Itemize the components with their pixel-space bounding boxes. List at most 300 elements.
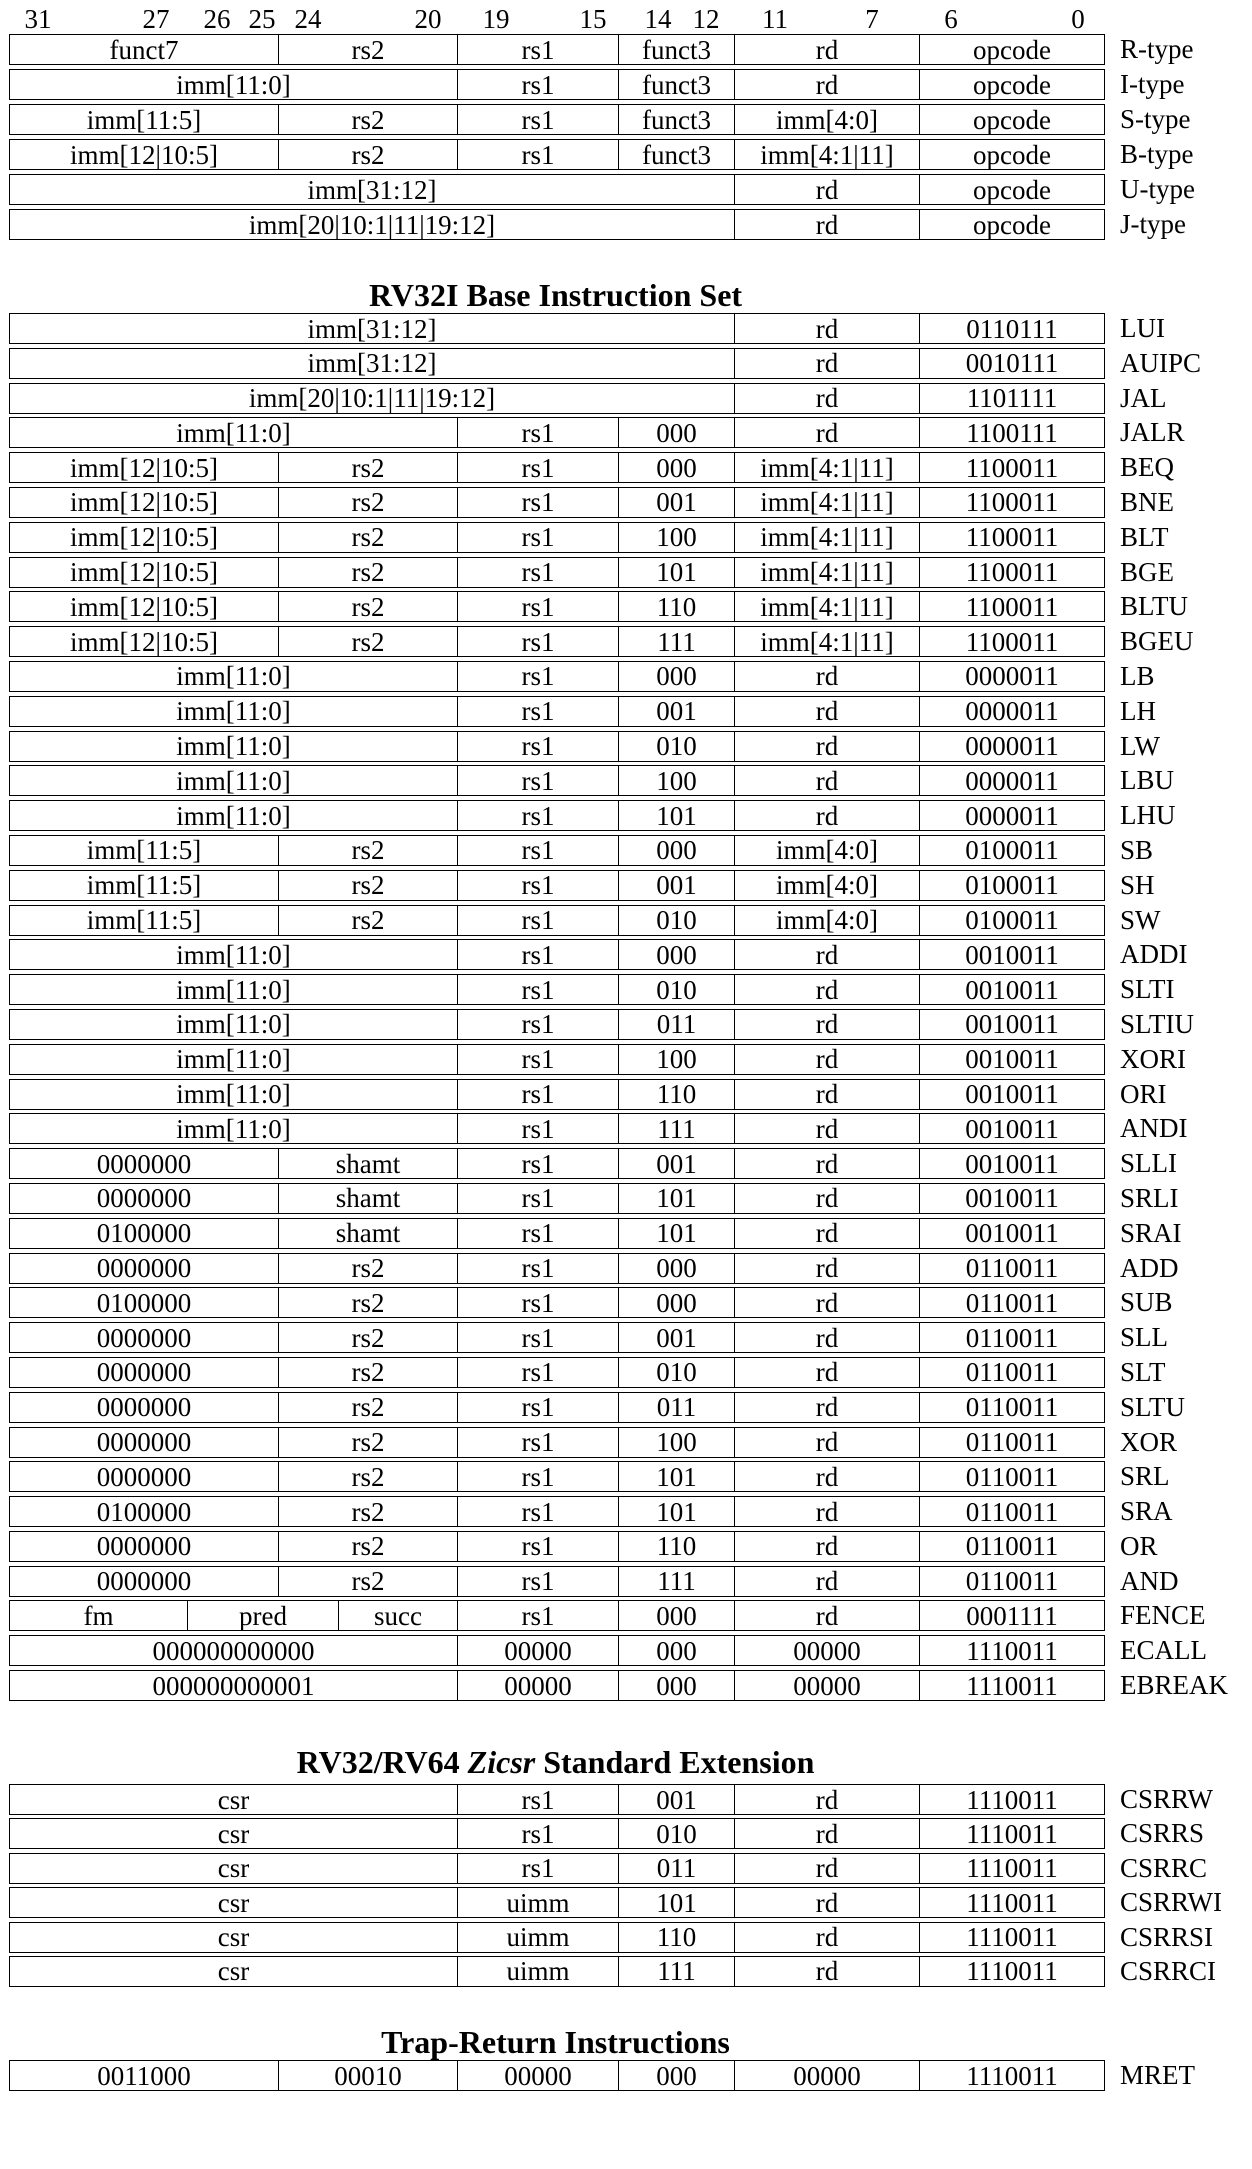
- field-cell: 0010011: [965, 939, 1059, 970]
- field-cell: 101: [619, 1497, 735, 1526]
- field-cell: 000000000001: [10, 1671, 458, 1700]
- field-cell: 00000: [458, 1636, 619, 1665]
- instruction-row: [9, 1956, 1252, 1987]
- field-cell: 101: [619, 558, 735, 587]
- field-cell: 1100011: [965, 487, 1059, 518]
- encoding-box: [9, 1044, 1105, 1075]
- instruction-label: SRL: [1120, 1461, 1170, 1492]
- field-cell: 110: [619, 1532, 735, 1561]
- instruction-label: SRA: [1120, 1496, 1173, 1527]
- field-cell: rs2: [279, 836, 458, 865]
- field-cell: 0000000: [10, 1358, 279, 1387]
- encoding-box: [9, 1853, 1105, 1884]
- field-cell: rd: [735, 1254, 920, 1283]
- instruction-row: [9, 1853, 1252, 1884]
- field-cell: rd: [735, 1428, 920, 1457]
- field-cell: 0110011: [965, 1392, 1059, 1423]
- instruction-row: [9, 1670, 1252, 1701]
- instruction-label: XORI: [1120, 1043, 1186, 1074]
- instruction-row: [9, 1784, 1252, 1815]
- field-cell: imm[31:12]: [10, 349, 735, 378]
- instruction-label: LH: [1120, 695, 1156, 726]
- field-cell: rs2: [279, 906, 458, 935]
- field-cell: rs2: [279, 1428, 458, 1457]
- field-cell: opcode: [973, 174, 1051, 205]
- encoding-box: [9, 765, 1105, 796]
- field-cell: imm[12|10:5]: [10, 488, 279, 517]
- field-cell: 00000: [735, 1671, 920, 1700]
- field-cell: rs1: [458, 1323, 619, 1352]
- rv32i-section-title: RV32I Base Instruction Set: [368, 277, 743, 313]
- field-cell: 0000000: [10, 1149, 279, 1178]
- field-cell: 1110011: [966, 1635, 1058, 1666]
- encoding-box: [9, 348, 1105, 379]
- instruction-row: [9, 1183, 1252, 1214]
- instruction-label: LBU: [1120, 765, 1174, 796]
- field-cell: imm[4:1|11]: [735, 523, 920, 552]
- field-cell: 0000000: [10, 1393, 279, 1422]
- field-cell: rs1: [458, 1462, 619, 1491]
- field-cell: 001: [619, 697, 735, 726]
- field-cell: rd: [735, 1854, 920, 1883]
- field-cell: rd: [735, 314, 920, 343]
- field-cell: csr: [10, 1819, 458, 1848]
- field-cell: rd: [735, 1497, 920, 1526]
- field-cell: 0010011: [965, 1113, 1059, 1144]
- field-cell: 00000: [458, 2061, 619, 2090]
- field-cell: 010: [619, 906, 735, 935]
- field-cell: 0110011: [965, 1496, 1059, 1527]
- field-cell: 101: [619, 1462, 735, 1491]
- field-cell: csr: [10, 1923, 458, 1952]
- instruction-label: SB: [1120, 834, 1154, 865]
- field-cell: rs1: [458, 1219, 619, 1248]
- field-cell: rs1: [458, 1080, 619, 1109]
- field-cell: 110: [619, 1080, 735, 1109]
- zicsr-section-title: [9, 1744, 1102, 1780]
- instruction-label: BLT: [1120, 521, 1169, 552]
- encoding-box: [9, 661, 1105, 692]
- field-cell: rs1: [458, 140, 619, 169]
- encoding-box: [9, 870, 1105, 901]
- encoding-box: [9, 1887, 1105, 1918]
- field-cell: 100: [619, 1428, 735, 1457]
- field-cell: 001: [619, 488, 735, 517]
- field-cell: 010: [619, 1819, 735, 1848]
- field-cell: 0000000: [10, 1428, 279, 1457]
- encoding-box: [9, 1357, 1105, 1388]
- encoding-box: [9, 626, 1105, 657]
- instruction-label: CSRRW: [1120, 1784, 1214, 1814]
- instruction-label: U-type: [1120, 174, 1195, 204]
- instruction-row: [9, 870, 1252, 901]
- field-cell: 100: [619, 523, 735, 552]
- field-cell: 1110011: [966, 1784, 1058, 1815]
- field-cell: imm[4:0]: [735, 906, 920, 935]
- field-cell: imm[12|10:5]: [10, 627, 279, 656]
- field-cell: 0000000: [10, 1462, 279, 1491]
- field-cell: 1100011: [965, 522, 1059, 553]
- encoding-box: [9, 1113, 1105, 1144]
- field-cell: imm[11:0]: [10, 70, 458, 99]
- field-cell: rs2: [279, 140, 458, 169]
- field-cell: 010: [619, 732, 735, 761]
- field-cell: rs2: [279, 1358, 458, 1387]
- field-cell: imm[4:1|11]: [735, 627, 920, 656]
- field-cell: rs1: [458, 523, 619, 552]
- field-cell: imm[12|10:5]: [10, 140, 279, 169]
- bit-index: 6: [944, 4, 958, 34]
- encoding-box: [9, 800, 1105, 831]
- instruction-label: BGE: [1120, 556, 1174, 587]
- trap-return-section-title: Trap-Return Instructions: [381, 2024, 730, 2060]
- field-cell: rd: [735, 1819, 920, 1848]
- instruction-row: [9, 1148, 1252, 1179]
- field-cell: 0110011: [965, 1322, 1059, 1353]
- field-cell: imm[4:0]: [735, 871, 920, 900]
- field-cell: rs1: [458, 627, 619, 656]
- field-cell: rs1: [458, 1393, 619, 1422]
- field-cell: 0011000: [10, 2061, 279, 2090]
- instruction-row: [9, 1566, 1252, 1597]
- field-cell: funct3: [619, 35, 735, 64]
- field-cell: rd: [735, 1323, 920, 1352]
- field-cell: imm[11:0]: [10, 1080, 458, 1109]
- field-cell: 1100011: [965, 452, 1059, 483]
- field-cell: funct7: [10, 35, 279, 64]
- encoding-box: [9, 1600, 1105, 1631]
- instruction-label: AUIPC: [1120, 347, 1202, 378]
- instruction-label: ADD: [1120, 1252, 1179, 1283]
- field-cell: 1100011: [965, 557, 1059, 588]
- instruction-row: [9, 905, 1252, 936]
- field-cell: 100: [619, 1045, 735, 1074]
- instruction-label: SLL: [1120, 1322, 1169, 1353]
- encoding-box: [9, 1287, 1105, 1318]
- instruction-label: SUB: [1120, 1287, 1173, 1318]
- instruction-row: [9, 557, 1252, 588]
- field-cell: imm[12|10:5]: [10, 558, 279, 587]
- field-cell: rd: [735, 175, 920, 204]
- instruction-row: [9, 1887, 1252, 1918]
- instruction-label: CSRRWI: [1120, 1887, 1223, 1918]
- encoding-box: [9, 1461, 1105, 1492]
- field-cell: csr: [10, 1957, 458, 1986]
- instruction-label: CSRRC: [1120, 1852, 1208, 1883]
- encoding-box: [9, 591, 1105, 622]
- field-cell: rs1: [458, 1497, 619, 1526]
- zicsr-instruction-table: [9, 1784, 1252, 1990]
- field-cell: rs1: [458, 592, 619, 621]
- field-cell: rd: [735, 70, 920, 99]
- field-cell: rs1: [458, 35, 619, 64]
- encoding-box: [9, 1218, 1105, 1249]
- instruction-label: SLTI: [1120, 974, 1175, 1005]
- field-cell: rd: [735, 1219, 920, 1248]
- field-cell: 000: [619, 1636, 735, 1665]
- instruction-label: AND: [1120, 1565, 1179, 1596]
- encoding-box: [9, 1148, 1105, 1179]
- field-cell: uimm: [458, 1957, 619, 1986]
- instruction-label: LB: [1120, 660, 1155, 691]
- field-cell: rs1: [458, 558, 619, 587]
- instruction-label: CSRRS: [1120, 1818, 1205, 1849]
- instruction-label: SLTU: [1120, 1391, 1186, 1422]
- field-cell: 1110011: [966, 1818, 1058, 1849]
- instruction-row: [9, 1113, 1252, 1144]
- field-cell: rs1: [458, 1045, 619, 1074]
- field-cell: 00000: [735, 2061, 920, 2090]
- field-cell: imm[11:5]: [10, 105, 279, 134]
- encoding-box: [9, 974, 1105, 1005]
- field-cell: 0010111: [965, 348, 1059, 379]
- field-cell: 1100111: [966, 417, 1058, 448]
- instruction-row: [9, 835, 1252, 866]
- trap-return-instruction-table: [9, 2060, 1252, 2091]
- field-cell: rs1: [458, 453, 619, 482]
- instruction-row: [9, 1392, 1252, 1423]
- field-cell: 010: [619, 975, 735, 1004]
- instruction-label: ECALL: [1120, 1635, 1207, 1666]
- encoding-box: [9, 1922, 1105, 1953]
- bit-index: 27: [142, 4, 170, 34]
- encoding-box: [9, 139, 1105, 170]
- field-cell: 0110011: [965, 1253, 1059, 1284]
- field-cell: rs2: [279, 627, 458, 656]
- field-cell: imm[11:5]: [10, 836, 279, 865]
- field-cell: 0100011: [965, 870, 1059, 901]
- field-cell: rd: [735, 1010, 920, 1039]
- field-cell: imm[11:5]: [10, 871, 279, 900]
- field-cell: imm[12|10:5]: [10, 592, 279, 621]
- instruction-label: SRAI: [1120, 1217, 1182, 1248]
- field-cell: 111: [619, 1114, 735, 1143]
- field-cell: 001: [619, 1149, 735, 1178]
- field-cell: 1110011: [966, 1956, 1058, 1987]
- field-cell: rs2: [279, 1288, 458, 1317]
- field-cell: 100: [619, 766, 735, 795]
- instruction-label: JAL: [1120, 382, 1167, 413]
- field-cell: rs1: [458, 1114, 619, 1143]
- bit-index: 20: [414, 4, 442, 34]
- field-cell: rs1: [458, 1288, 619, 1317]
- instruction-label: OR: [1120, 1530, 1158, 1561]
- field-cell: 0000000: [10, 1567, 279, 1596]
- field-cell: rs1: [458, 975, 619, 1004]
- field-cell: 0001111: [966, 1600, 1058, 1631]
- field-cell: rs1: [458, 801, 619, 830]
- field-cell: rs1: [458, 766, 619, 795]
- bit-index: 19: [482, 4, 510, 34]
- instruction-label: ORI: [1120, 1078, 1167, 1109]
- field-cell: fm: [10, 1601, 188, 1630]
- instruction-label: LUI: [1120, 313, 1165, 343]
- instruction-row: [9, 800, 1252, 831]
- field-cell: 0000000: [10, 1184, 279, 1213]
- field-cell: pred: [188, 1601, 339, 1630]
- field-cell: imm[4:1|11]: [735, 488, 920, 517]
- instruction-row: [9, 696, 1252, 727]
- instruction-row: [9, 1427, 1252, 1458]
- encoding-box: [9, 1253, 1105, 1284]
- encoding-box: [9, 69, 1105, 100]
- field-cell: rd: [735, 1184, 920, 1213]
- field-cell: opcode: [973, 34, 1051, 65]
- instruction-row: [9, 1079, 1252, 1110]
- field-cell: 0010011: [965, 1079, 1059, 1110]
- instruction-row: [9, 626, 1252, 657]
- instruction-label: FENCE: [1120, 1600, 1206, 1631]
- instruction-label: S-type: [1120, 104, 1191, 134]
- encoding-box: [9, 835, 1105, 866]
- instruction-label: SLTIU: [1120, 1008, 1195, 1039]
- encoding-box: [9, 1818, 1105, 1849]
- instruction-row: [9, 1253, 1252, 1284]
- field-cell: 0000011: [965, 696, 1059, 727]
- bit-index: 11: [762, 4, 788, 34]
- field-cell: rd: [735, 697, 920, 726]
- field-cell: rd: [735, 801, 920, 830]
- instruction-label: SW: [1120, 904, 1161, 935]
- encoding-box: [9, 1079, 1105, 1110]
- instruction-row: [9, 1461, 1252, 1492]
- field-cell: 0010011: [965, 1044, 1059, 1075]
- field-cell: 001: [619, 1785, 735, 1814]
- instruction-row: [9, 209, 1252, 240]
- instruction-label: SRLI: [1120, 1182, 1179, 1213]
- bit-index: 7: [865, 4, 879, 34]
- field-cell: 101: [619, 1184, 735, 1213]
- field-cell: rd: [735, 1532, 920, 1561]
- field-cell: rs1: [458, 1184, 619, 1213]
- field-cell: imm[11:0]: [10, 1010, 458, 1039]
- field-cell: rd: [735, 1358, 920, 1387]
- instruction-row: [9, 765, 1252, 796]
- instruction-label: BNE: [1120, 486, 1174, 517]
- field-cell: imm[11:5]: [10, 906, 279, 935]
- bit-ruler: [0, 5, 1252, 35]
- field-cell: rs2: [279, 1462, 458, 1491]
- instruction-row: [9, 1287, 1252, 1318]
- field-cell: rd: [735, 1149, 920, 1178]
- field-cell: rs1: [458, 1010, 619, 1039]
- field-cell: rd: [735, 1393, 920, 1422]
- field-cell: 001: [619, 1323, 735, 1352]
- field-cell: rs1: [458, 1428, 619, 1457]
- field-cell: rs1: [458, 488, 619, 517]
- field-cell: rs2: [279, 871, 458, 900]
- field-cell: imm[4:1|11]: [735, 140, 920, 169]
- field-cell: 010: [619, 1358, 735, 1387]
- encoding-box: [9, 313, 1105, 344]
- instruction-row: [9, 1531, 1252, 1562]
- field-cell: rd: [735, 210, 920, 239]
- instruction-row: [9, 1044, 1252, 1075]
- instruction-row: [9, 1600, 1252, 1631]
- field-cell: rs1: [458, 697, 619, 726]
- field-cell: 0110011: [965, 1461, 1059, 1492]
- instruction-row: [9, 1322, 1252, 1353]
- field-cell: rs1: [458, 1819, 619, 1848]
- zicsr-title-prefix: RV32/RV64: [296, 1744, 468, 1780]
- field-cell: rd: [735, 1888, 920, 1917]
- encoding-box: [9, 1566, 1105, 1597]
- field-cell: rd: [735, 1601, 920, 1630]
- instruction-row: [9, 313, 1252, 344]
- field-cell: shamt: [279, 1149, 458, 1178]
- field-cell: imm[20|10:1|11|19:12]: [10, 384, 735, 413]
- field-cell: rs1: [458, 662, 619, 691]
- field-cell: succ: [339, 1601, 458, 1630]
- field-cell: 1101111: [966, 383, 1058, 414]
- encoding-box: [9, 209, 1105, 240]
- field-cell: rs1: [458, 1358, 619, 1387]
- field-cell: 001: [619, 871, 735, 900]
- field-cell: rd: [735, 662, 920, 691]
- instruction-label: JALR: [1120, 417, 1185, 448]
- instruction-label: EBREAK: [1120, 1670, 1228, 1701]
- encoding-box: [9, 1956, 1105, 1987]
- encoding-box: [9, 2060, 1105, 2091]
- field-cell: imm[11:0]: [10, 662, 458, 691]
- field-cell: 1110011: [966, 1887, 1058, 1918]
- field-cell: imm[11:0]: [10, 418, 458, 447]
- encoding-box: [9, 1009, 1105, 1040]
- field-cell: rd: [735, 418, 920, 447]
- field-cell: rd: [735, 732, 920, 761]
- field-cell: rd: [735, 1957, 920, 1986]
- field-cell: 0000000: [10, 1254, 279, 1283]
- field-cell: rd: [735, 766, 920, 795]
- instruction-row: [9, 1009, 1252, 1040]
- field-cell: 0000011: [965, 765, 1059, 796]
- instruction-row: [9, 487, 1252, 518]
- field-cell: 1100011: [965, 591, 1059, 622]
- instruction-row: [9, 1357, 1252, 1388]
- field-cell: opcode: [973, 69, 1051, 100]
- field-cell: 0110011: [965, 1427, 1059, 1457]
- field-cell: uimm: [458, 1888, 619, 1917]
- instruction-row: [9, 591, 1252, 622]
- instruction-label: XOR: [1120, 1426, 1178, 1457]
- field-cell: rs2: [279, 488, 458, 517]
- field-cell: 000: [619, 662, 735, 691]
- instruction-label: CSRRSI: [1120, 1921, 1214, 1952]
- field-cell: rd: [735, 975, 920, 1004]
- instruction-label: R-type: [1120, 34, 1194, 64]
- field-cell: rs2: [279, 35, 458, 64]
- instruction-row: [9, 1218, 1252, 1249]
- field-cell: rd: [735, 349, 920, 378]
- field-cell: rs2: [279, 1532, 458, 1561]
- field-cell: csr: [10, 1854, 458, 1883]
- field-cell: imm[12|10:5]: [10, 523, 279, 552]
- instruction-label: BGEU: [1120, 626, 1194, 657]
- instruction-row: [9, 34, 1252, 65]
- encoding-box: [9, 731, 1105, 762]
- instruction-row: [9, 348, 1252, 379]
- field-cell: rs2: [279, 453, 458, 482]
- bit-index: 0: [1071, 4, 1085, 34]
- encoding-box: [9, 557, 1105, 588]
- field-cell: 00000: [735, 1636, 920, 1665]
- instruction-row: [9, 731, 1252, 762]
- encoding-box: [9, 939, 1105, 970]
- field-cell: 111: [619, 1957, 735, 1986]
- field-cell: rs1: [458, 70, 619, 99]
- field-cell: uimm: [458, 1923, 619, 1952]
- field-cell: imm[4:1|11]: [735, 453, 920, 482]
